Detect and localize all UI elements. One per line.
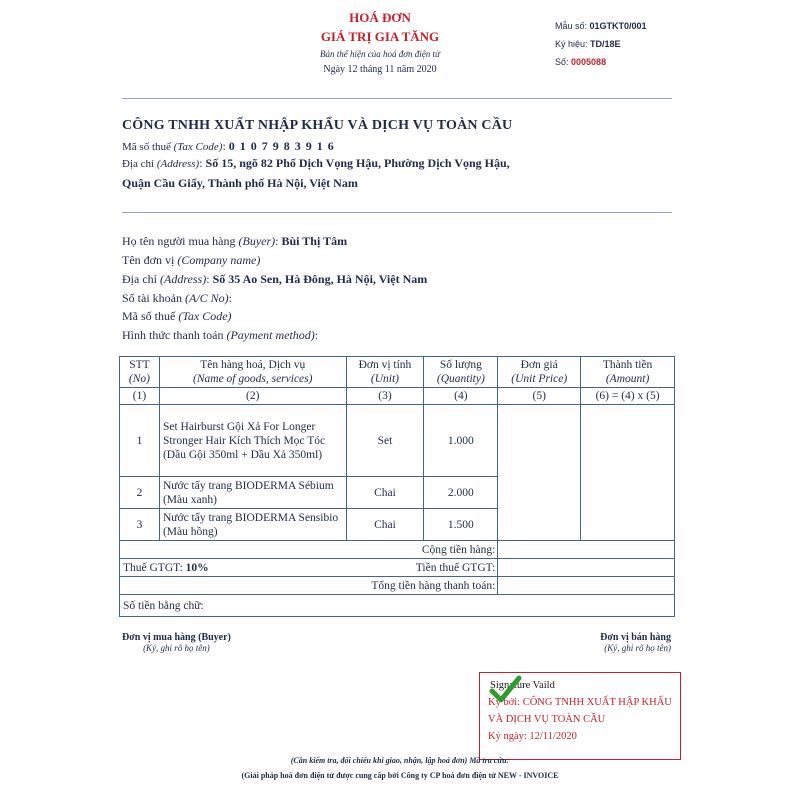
vat-amount-label: Tiền thuế GTGT: bbox=[346, 559, 498, 577]
vat-amount-value bbox=[498, 559, 675, 577]
col-number: (2) bbox=[159, 388, 346, 405]
row-unit: Chai bbox=[346, 477, 424, 509]
amount-cell bbox=[581, 405, 675, 541]
items-table bbox=[119, 356, 675, 617]
col-number: (6) = (4) x (5) bbox=[581, 388, 675, 405]
invoice-subtitle: Bản thể hiện của hoá đơn điện tử bbox=[320, 49, 440, 59]
row-no: 1 bbox=[120, 405, 160, 477]
seller-name: CÔNG TNHH XUẤT NHẬP KHẨU VÀ DỊCH VỤ TOÀN CẦU bbox=[122, 118, 513, 133]
invoice-date: Ngày 12 tháng 11 năm 2020 bbox=[323, 64, 437, 75]
footer-provider-note: (Giải pháp hoá đơn điện tử được cung cấp bởi Công ty CP hoá đơn điện tử NEW - INVOICE bbox=[241, 771, 559, 780]
signed-date: Ký ngày: 12/11/2020 bbox=[488, 731, 577, 742]
buyer-account: Số tài khoản (A/C No): bbox=[122, 291, 233, 305]
buyer-company: Tên đơn vị (Company name) bbox=[122, 253, 261, 267]
col-header-no: STT (No) bbox=[120, 357, 160, 388]
buyer-tax-code: Mã số thuế (Tax Code) bbox=[122, 309, 232, 323]
buyer-address: Địa chỉ (Address): Số 35 Ao Sen, Hà Đông, Hà Nội, Việt Nam bbox=[122, 272, 428, 286]
seller-sign-note: (Ký, ghi rõ họ tên) bbox=[604, 643, 671, 653]
form-number: Mẫu số: 01GTKT0/001 bbox=[555, 21, 647, 31]
row-goods-name: Set Hairburst Gội Xả For Longer Stronger Hair Kích Thích Mọc Tóc (Dầu Gội 350ml + Dầu Xả 350ml) bbox=[159, 405, 346, 477]
invoice-meta bbox=[555, 17, 647, 71]
row-quantity: 1.500 bbox=[424, 509, 498, 541]
buyer-signature bbox=[122, 632, 231, 653]
invoice-title-vat: GIÁ TRỊ GIA TĂNG bbox=[320, 29, 440, 44]
amount-in-words-row bbox=[120, 595, 675, 617]
seller-sign-title: Đơn vị bán hàng bbox=[600, 632, 671, 643]
divider bbox=[122, 212, 672, 213]
row-unit: Set bbox=[346, 405, 424, 477]
col-header-name: Tên hàng hoá, Dịch vụ (Name of goods, services) bbox=[159, 357, 346, 388]
col-header-quantity: Số lượng (Quantity) bbox=[424, 357, 498, 388]
divider bbox=[122, 98, 672, 99]
row-unit: Chai bbox=[346, 509, 424, 541]
invoice-number: Số: 0005088 bbox=[555, 57, 607, 67]
grand-total-value bbox=[498, 577, 675, 595]
col-header-unit: Đơn vị tính (Unit) bbox=[346, 357, 424, 388]
grand-total-row bbox=[120, 577, 675, 595]
row-quantity: 2.000 bbox=[424, 477, 498, 509]
row-no: 3 bbox=[120, 509, 160, 541]
seller-tax-code: Mã số thuế (Tax Code): 0 1 0 7 9 8 3 9 1 6 bbox=[122, 139, 335, 153]
col-number: (3) bbox=[346, 388, 424, 405]
col-number: (5) bbox=[498, 388, 581, 405]
row-quantity: 1.000 bbox=[424, 405, 498, 477]
buyer-name: Họ tên người mua hàng (Buyer): Bùi Thị Tâm bbox=[122, 234, 348, 248]
col-header-amount: Thành tiền (Amount) bbox=[581, 357, 675, 388]
subtotal-value bbox=[498, 541, 675, 559]
subtotal-label: Cộng tiền hàng: bbox=[120, 541, 498, 559]
buyer-sign-title: Đơn vị mua hàng (Buyer) bbox=[122, 632, 231, 643]
row-no: 2 bbox=[120, 477, 160, 509]
seller-signature bbox=[583, 632, 671, 653]
buyer-sign-note: (Ký, ghi rõ họ tên) bbox=[143, 643, 210, 653]
vat-row bbox=[120, 559, 675, 577]
signature-valid-label: Signature Vaild bbox=[490, 680, 555, 691]
table-column-numbers bbox=[120, 388, 675, 405]
grand-total-label: Tổng tiền hàng thanh toán: bbox=[120, 577, 498, 595]
signed-by: Ký bởi: CÔNG TNHH XUẤT HẬP KHẨU VÀ DỊCH VỤ TOÀN CẦU bbox=[488, 697, 672, 725]
vat-rate: Thuế GTGT: 10% bbox=[120, 559, 347, 577]
footer-lookup-note: (Cần kiểm tra, đối chiếu khi giao, nhận, lập hoá đơn) Mã tra cứu: bbox=[290, 756, 510, 765]
payment-method: Hình thức thanh toán (Payment method): bbox=[122, 328, 319, 342]
col-number: (4) bbox=[424, 388, 498, 405]
col-number: (1) bbox=[120, 388, 160, 405]
seller-address-line2: Quận Cầu Giấy, Thành phố Hà Nội, Việt Nam bbox=[122, 176, 358, 190]
seller-address: Địa chỉ (Address): Số 15, ngõ 82 Phố Dịch Vọng Hậu, Phường Dịch Vọng Hậu, bbox=[122, 156, 510, 170]
col-header-unit-price: Đơn giá (Unit Price) bbox=[498, 357, 581, 388]
amount-in-words-label: Số tiền bằng chữ: bbox=[120, 595, 675, 617]
checkmark-icon bbox=[488, 672, 522, 706]
serial-number: Ký hiệu: TD/18E bbox=[555, 39, 621, 49]
table-header-row bbox=[120, 357, 675, 388]
table-row bbox=[120, 405, 675, 477]
row-goods-name: Nước tẩy trang BIODERMA Sébium (Màu xanh) bbox=[159, 477, 346, 509]
invoice-title: HOÁ ĐƠN bbox=[349, 10, 411, 25]
subtotal-row bbox=[120, 541, 675, 559]
unit-price-cell bbox=[498, 405, 581, 541]
row-goods-name: Nước tẩy trang BIODERMA Sensibio (Màu hồng) bbox=[159, 509, 346, 541]
